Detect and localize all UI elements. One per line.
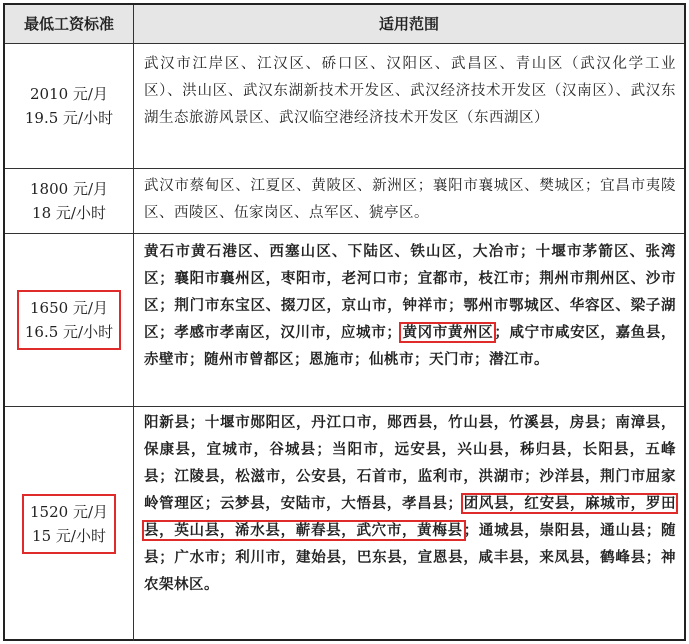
scope-highlight: 黄冈市黄州区 (402, 324, 494, 341)
scope-cell (134, 169, 684, 233)
wage-value (26, 173, 112, 229)
wage-table (3, 3, 686, 641)
monthly-wage: 2010 元/月 (29, 85, 108, 103)
wage-cell (5, 234, 134, 406)
table-header (5, 5, 684, 44)
hourly-wage: 15 元/小时 (32, 527, 106, 545)
table-row (5, 44, 684, 169)
table-row (5, 407, 684, 641)
wage-value-highlighted (22, 494, 116, 554)
hourly-wage: 19.5 元/小时 (24, 109, 114, 127)
scope-text: 阳新县；十堰市郧阳区，丹江口市，郧西县，竹山县，竹溪县，房县；南漳县，保康县，宜城市，谷城县；当阳市，远安县，兴山县，秭归县，长阳县，五峰县；江陵县，松滋市，公安县，石首市，监利市，洪湖市；沙洋县，荆门市屈家岭管理区；云梦县，安陆市，大悟县，孝昌县； (144, 414, 676, 512)
scope-text: 黄石市黄石港区、西塞山区、下陆区、铁山区，大冶市；十堰市茅箭区、张湾区；襄阳市襄州区，枣阳市，老河口市；宜都市，枝江市；荆州市荆州区、沙市区；荆门市东宝区、掇刀区，京山市，钟祥市；鄂州市鄂城区、华容区、梁子湖区；孝感市孝南区，汉川市，应城市； (144, 243, 676, 341)
wage-cell (5, 44, 134, 168)
header-scope: 适用范围 (378, 15, 439, 33)
hourly-wage: 18 元/小时 (32, 204, 106, 222)
scope-cell (134, 234, 684, 406)
scope-text: 武汉市江岸区、江汉区、硚口区、汉阳区、武昌区、青山区（武汉化学工业区）、洪山区、武汉东湖新技术开发区、武汉经济技术开发区（汉南区）、武汉东湖生态旅游风景区、武汉临空港经济技术开发区（东西湖区） (144, 56, 676, 126)
scope-text-after: ；咸宁市咸安区，嘉鱼县，赤壁市；随州市曾都区；恩施市；仙桃市；天门市；潜江市。 (144, 324, 677, 368)
header-wage-standard: 最低工资标准 (5, 5, 134, 43)
table-row (5, 234, 684, 407)
wage-value (21, 78, 117, 134)
scope-text: 武汉市蔡甸区、江夏区、黄陂区、新洲区；襄阳市襄城区、樊城区；宜昌市夷陵区、西陵区、伍家岗区、点军区、猇亭区。 (144, 178, 676, 221)
monthly-wage: 1800 元/月 (30, 180, 108, 198)
scope-cell (134, 44, 684, 168)
scope-text-after: ；通城县，崇阳县，通山县；随县；广水市；利川市，建始县，巴东县，宣恩县，咸丰县，来凤县，鹤峰县；神农架林区。 (144, 522, 677, 593)
scope-cell (134, 407, 684, 641)
monthly-wage: 1520 元/月 (30, 503, 108, 521)
wage-value-highlighted (17, 290, 121, 350)
wage-cell (5, 407, 134, 641)
scope-highlight: 团风县，红安县，麻城市，罗田县，英山县，浠水县，蕲春县，武穴市，黄梅县 (144, 495, 677, 539)
table-row (5, 169, 684, 234)
monthly-wage: 1650 元/月 (29, 299, 108, 317)
hourly-wage: 16.5 元/小时 (24, 323, 114, 341)
wage-cell (5, 169, 134, 233)
